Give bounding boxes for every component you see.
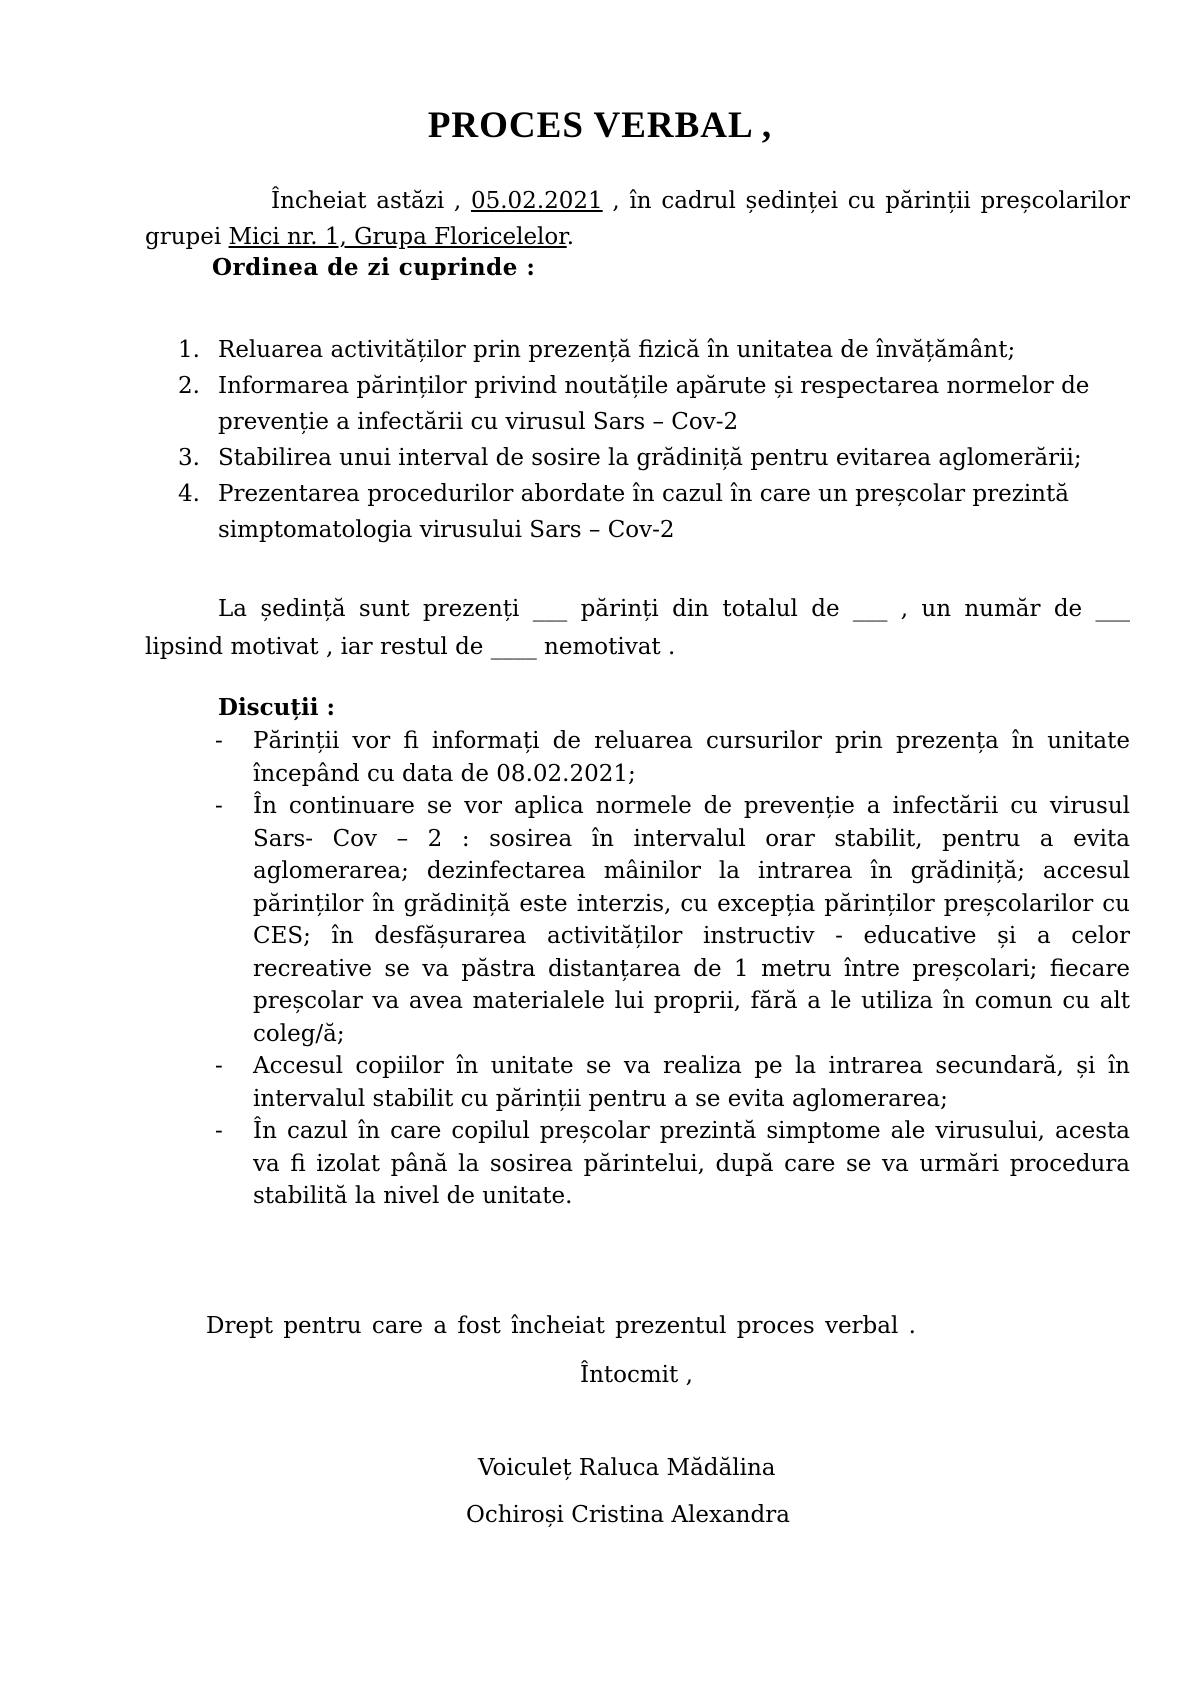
dash-bullet: - bbox=[215, 793, 223, 819]
agenda-item-number: 1. bbox=[178, 337, 200, 363]
signer-name: Ochiroși Cristina Alexandra bbox=[466, 1502, 790, 1528]
document-title: PROCES VERBAL , bbox=[427, 105, 773, 146]
intro-paragraph bbox=[145, 183, 1130, 255]
agenda-item-text: Stabilirea unui interval de sosire la grădiniță pentru evitarea aglomerării; bbox=[218, 445, 1082, 471]
discussion-item bbox=[215, 790, 1130, 1050]
discussion-item bbox=[215, 1115, 1130, 1213]
discussion-item-text: Accesul copiilor în unitate se va realiza pe la intrarea secundară, și în intervalul stabilit cu părinții pentru a se evita aglomerarea; bbox=[253, 1053, 1130, 1112]
discussion-item-text: În continuare se vor aplica normele de prevenție a infectării cu virusul Sars- Cov – 2 : sosirea în intervalul orar stabilit, pentru a evita aglomerarea; dezinfectarea mâinilor la intrarea în grădiniță; accesul părinților în grădiniță este interzis, cu excepția părinților preșcolarilor cu CES; în desfășurarea activităților instructiv - educative și a celor recreative se va păstra distanțarea de 1 metru între preșcolari; fiecare preșcolar va avea materialele lui proprii, fără a le utiliza în comun cu alt coleg/ă; bbox=[253, 793, 1130, 1047]
dash-bullet: - bbox=[215, 728, 223, 754]
agenda-item-number: 4. bbox=[178, 481, 200, 507]
agenda-item-text: Reluarea activităților prin prezență fizică în unitatea de învățământ; bbox=[218, 337, 1016, 363]
compiled-by: Întocmit , bbox=[580, 1362, 693, 1388]
agenda-item bbox=[178, 476, 1130, 548]
agenda-list bbox=[178, 332, 1130, 548]
dash-bullet: - bbox=[215, 1053, 223, 1079]
agenda-item bbox=[178, 332, 1130, 368]
agenda-title: Ordinea de zi cuprinde : bbox=[212, 254, 536, 281]
discussion-item bbox=[215, 1050, 1130, 1115]
intro-text: Încheiat astăzi , bbox=[271, 188, 471, 214]
discussion-list bbox=[215, 725, 1130, 1213]
agenda-item-text: Prezentarea procedurilor abordate în cazul în care un preșcolar prezintă simptomatologia virusului Sars – Cov-2 bbox=[218, 481, 1069, 543]
discussion-item bbox=[215, 725, 1130, 790]
agenda-item bbox=[178, 368, 1130, 440]
intro-text-2: , în cadrul ședinței cu părinții preșcolarilor grupei bbox=[145, 188, 1130, 250]
discussion-item-text: În cazul în care copilul preșcolar prezintă simptome ale virusului, acesta va fi izolat până la sosirea părintelui, după care se va urmări procedura stabilită la nivel de unitate. bbox=[253, 1118, 1130, 1209]
signer-name: Voiculeț Raluca Mădălina bbox=[478, 1455, 776, 1481]
closing-statement: Drept pentru care a fost încheiat prezentul proces verbal . bbox=[206, 1313, 916, 1339]
agenda-item-number: 3. bbox=[178, 445, 200, 471]
agenda-item-text: Informarea părinților privind noutățile apărute și respectarea normelor de prevenție a infectării cu virusul Sars – Cov-2 bbox=[218, 373, 1090, 435]
attendance-paragraph: La ședință sunt prezenți ___ părinți din totalul de ___ , un număr de ___ lipsind motivat , iar restul de ____ nemotivat . bbox=[145, 596, 1130, 660]
meeting-date: 05.02.2021 bbox=[470, 188, 603, 214]
intro-end: . bbox=[566, 224, 575, 250]
agenda-item-number: 2. bbox=[178, 373, 200, 399]
discussion-title: Discuții : bbox=[218, 694, 335, 721]
agenda-item bbox=[178, 440, 1130, 476]
group-name: Mici nr. 1, Grupa Floricelelor bbox=[228, 224, 567, 250]
dash-bullet: - bbox=[215, 1118, 223, 1144]
discussion-item-text: Părinții vor fi informați de reluarea cursurilor prin prezența în unitate începând cu data de 08.02.2021; bbox=[253, 728, 1130, 787]
